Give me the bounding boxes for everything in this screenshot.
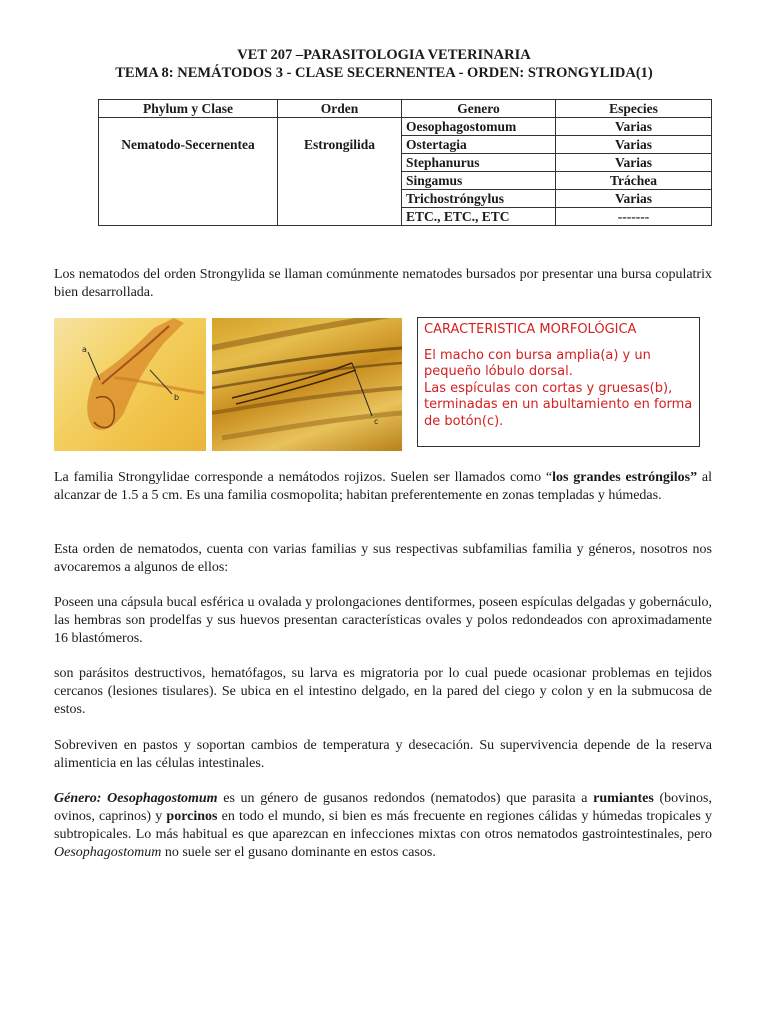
p4-text: son parásitos destructivos, hematófagos, su larva es migratoria por lo cual puede ocasionar problemas en tejidos cercanos (lesiones tisulares). Se ubica en el intestino delgado, en la pared del ciego y colon y en la submucosa de estos. bbox=[54, 666, 712, 717]
phylum-cell: Nematodo-Secernentea bbox=[99, 118, 278, 226]
p6-text-4: no suele ser el gusano dominante en estos casos. bbox=[161, 845, 436, 860]
p6-bold-pigs: porcinos bbox=[166, 809, 218, 824]
especies-cell: Varias bbox=[556, 154, 712, 172]
header-orden: Orden bbox=[278, 100, 402, 118]
p2-text: Esta orden de nematodos, cuenta con varias familias y sus respectivas subfamilias familia y géneros, nosotros nos avocaremos a algunos de ellos: bbox=[54, 542, 712, 575]
morphology-title: CARACTERISTICA MORFOLÓGICA bbox=[424, 322, 637, 337]
intro-text: Los nematodos del orden Strongylida se llaman comúnmente nematodes bursados por presentar una bursa copulatrix bien desarrollada. bbox=[54, 267, 712, 300]
especies-cell: Tráchea bbox=[556, 172, 712, 190]
label-c: c bbox=[374, 417, 379, 426]
micrograph-spicules bbox=[212, 318, 402, 451]
label-b: b bbox=[174, 393, 180, 402]
morphology-box bbox=[417, 317, 700, 447]
table-header-row bbox=[99, 100, 712, 118]
morphology-line1: El macho con bursa amplia(a) y un pequeño lóbulo dorsal. bbox=[424, 347, 651, 379]
header-especies: Especies bbox=[556, 100, 712, 118]
genero-cell: ETC., ETC., ETC bbox=[402, 208, 556, 226]
especies-cell: Varias bbox=[556, 118, 712, 136]
p1-text-c: al alcanzar de 1.5 a 5 cm. Es una familia cosmopolita; habitan preferentemente en zonas templadas y húmedas. bbox=[54, 470, 712, 503]
especies-cell: Varias bbox=[556, 190, 712, 208]
especies-cell: Varias bbox=[556, 136, 712, 154]
p6-italic-genus: Oesophagostomum bbox=[54, 845, 162, 860]
especies-cell: ------- bbox=[556, 208, 712, 226]
strongylidae-paragraph bbox=[54, 469, 712, 505]
genero-cell: Ostertagia bbox=[402, 136, 556, 154]
topic-title: TEMA 8: NEMÁTODOS 3 - CLASE SECERNENTEA - ORDEN: STRONGYLIDA(1) bbox=[115, 65, 653, 81]
parasites-paragraph bbox=[54, 665, 712, 719]
p1-bold: los grandes estróngilos” bbox=[552, 470, 698, 485]
genero-cell: Oesophagostomum bbox=[402, 118, 556, 136]
bursa-illustration bbox=[54, 318, 206, 451]
p6-text-1: es un género de gusanos redondos (nematodos) que parasita a bbox=[223, 791, 594, 806]
p6-bold-ruminants: rumiantes bbox=[593, 791, 654, 806]
oesophagostomum-paragraph bbox=[54, 790, 712, 862]
morphology-line2: Las espículas con cortas y gruesas(b), terminadas en un abultamiento en forma de botón(c). bbox=[424, 380, 693, 429]
genero-cell: Trichostróngylus bbox=[402, 190, 556, 208]
p6-text-3: en todo el mundo, si bien es más frecuente en regiones cálidas y húmedas tropicales y subtropicales. Lo más habitual es que aparezcan en infecciones mixtas con otros nematodos gastrointestinales, pero bbox=[54, 809, 712, 842]
genero-cell: Singamus bbox=[402, 172, 556, 190]
spicules-illustration bbox=[212, 318, 402, 451]
header-phylum: Phylum y Clase bbox=[99, 100, 278, 118]
p6-text-2: (bovinos, ovinos, caprinos) y bbox=[54, 791, 713, 824]
orden-cell: Estrongilida bbox=[278, 118, 402, 226]
taxonomy-table bbox=[98, 99, 712, 226]
table-row bbox=[99, 118, 712, 136]
p5-text: Sobreviven en pastos y soportan cambios de temperatura y desecación. Su supervivencia depende de la reserva alimenticia en las células intestinales. bbox=[54, 738, 712, 771]
micrograph-bursa bbox=[54, 318, 206, 451]
capsule-paragraph bbox=[54, 594, 712, 648]
families-paragraph bbox=[54, 541, 712, 577]
p3-text: Poseen una cápsula bucal esférica u ovalada y prolongaciones dentiformes, poseen espículas delgadas y gobernáculo, las hembras son prodelfas y sus huevos presentan características ovales y polos redondeados con aproximadamente 16 blastómeros. bbox=[54, 595, 712, 646]
p1-text-a: La familia Strongylidae corresponde a nemátodos rojizos. Suelen ser llamados como “ bbox=[54, 470, 553, 485]
survival-paragraph bbox=[54, 737, 712, 773]
label-a: a bbox=[82, 345, 87, 354]
course-title: VET 207 –PARASITOLOGIA VETERINARIA bbox=[237, 47, 531, 63]
genero-cell: Stephanurus bbox=[402, 154, 556, 172]
header-genero: Genero bbox=[402, 100, 556, 118]
intro-paragraph bbox=[54, 266, 712, 302]
genus-label: Género: Oesophagostomum bbox=[54, 791, 218, 806]
